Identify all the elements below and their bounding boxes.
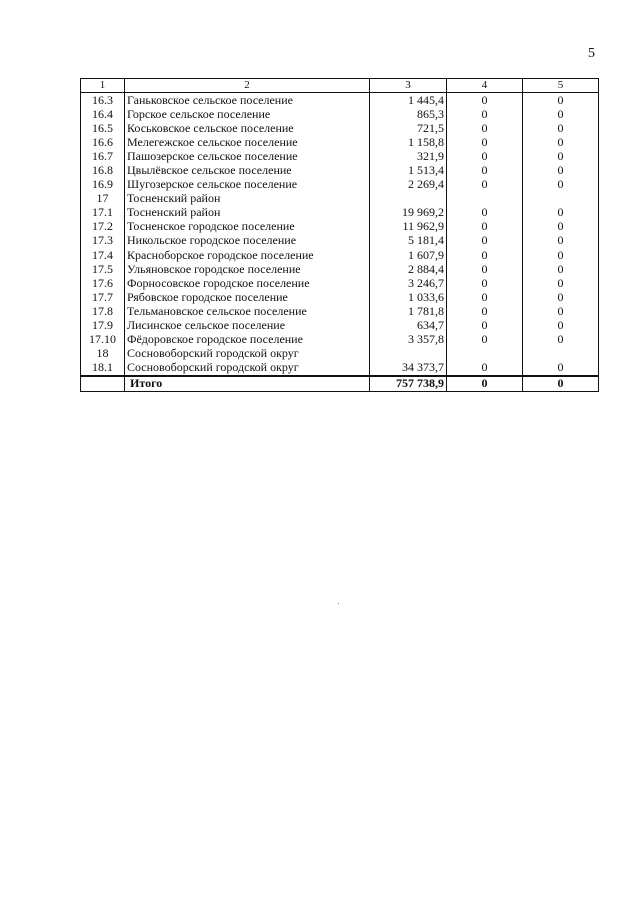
row-column5-cell: 0	[523, 178, 599, 192]
row-column4-cell: 0	[447, 248, 523, 262]
table-row	[81, 304, 599, 318]
row-number-cell: 17.4	[81, 248, 125, 262]
row-name-cell: Сосновоборский городской округ	[125, 347, 370, 361]
row-column4-cell	[447, 192, 523, 206]
table-row	[81, 220, 599, 234]
table-row	[81, 276, 599, 290]
table-row	[81, 178, 599, 192]
row-number-cell: 17.1	[81, 206, 125, 220]
row-column4-cell: 0	[447, 304, 523, 318]
row-number-cell: 17.2	[81, 220, 125, 234]
row-column5-cell: 0	[523, 333, 599, 347]
table-row	[81, 319, 599, 333]
row-column5-cell: 0	[523, 234, 599, 248]
row-number-cell: 17.7	[81, 290, 125, 304]
row-value-cell	[370, 192, 447, 206]
row-name-cell: Пашозерское сельское поселение	[125, 149, 370, 163]
table-row	[81, 135, 599, 149]
row-number-cell: 17	[81, 192, 125, 206]
row-column4-cell: 0	[447, 220, 523, 234]
row-name-cell: Тосненский район	[125, 206, 370, 220]
row-number-cell: 16.7	[81, 149, 125, 163]
total-number-cell	[81, 376, 125, 392]
row-number-cell: 16.6	[81, 135, 125, 149]
row-column5-cell: 0	[523, 149, 599, 163]
row-name-cell: Тосненское городское поселение	[125, 220, 370, 234]
row-column5-cell: 0	[523, 304, 599, 318]
row-name-cell: Тельмановское сельское поселение	[125, 304, 370, 318]
row-column5-cell: 0	[523, 290, 599, 304]
row-value-cell: 634,7	[370, 319, 447, 333]
table-row	[81, 149, 599, 163]
row-value-cell: 3 246,7	[370, 276, 447, 290]
row-value-cell: 19 969,2	[370, 206, 447, 220]
row-number-cell: 17.3	[81, 234, 125, 248]
scan-speck	[338, 603, 339, 604]
data-table	[80, 78, 599, 392]
row-name-cell: Тосненский район	[125, 192, 370, 206]
table-row	[81, 333, 599, 347]
row-value-cell: 1 781,8	[370, 304, 447, 318]
row-value-cell: 1 158,8	[370, 135, 447, 149]
row-column5-cell: 0	[523, 163, 599, 177]
row-number-cell: 17.5	[81, 262, 125, 276]
table-row	[81, 192, 599, 206]
row-name-cell: Ульяновское городское поселение	[125, 262, 370, 276]
row-column4-cell: 0	[447, 178, 523, 192]
row-column4-cell: 0	[447, 163, 523, 177]
column-header: 1	[81, 79, 125, 93]
row-column4-cell: 0	[447, 206, 523, 220]
row-column5-cell: 0	[523, 107, 599, 121]
row-number-cell: 16.4	[81, 107, 125, 121]
row-name-cell: Ганьковское сельское поселение	[125, 93, 370, 108]
row-column4-cell: 0	[447, 276, 523, 290]
row-column5-cell: 0	[523, 276, 599, 290]
row-number-cell: 16.5	[81, 121, 125, 135]
row-name-cell: Цвылёвское сельское поселение	[125, 163, 370, 177]
row-number-cell: 17.8	[81, 304, 125, 318]
row-column4-cell: 0	[447, 361, 523, 376]
row-name-cell: Лисинское сельское поселение	[125, 319, 370, 333]
row-column5-cell: 0	[523, 121, 599, 135]
row-column5-cell: 0	[523, 206, 599, 220]
table-row	[81, 248, 599, 262]
row-value-cell: 1 445,4	[370, 93, 447, 108]
row-number-cell: 17.6	[81, 276, 125, 290]
row-column4-cell: 0	[447, 93, 523, 108]
row-value-cell: 2 884,4	[370, 262, 447, 276]
table-row	[81, 163, 599, 177]
row-column5-cell: 0	[523, 93, 599, 108]
table-row	[81, 93, 599, 108]
row-value-cell: 721,5	[370, 121, 447, 135]
row-name-cell: Форносовское городское поселение	[125, 276, 370, 290]
row-value-cell: 865,3	[370, 107, 447, 121]
row-name-cell: Сосновоборский городской округ	[125, 361, 370, 376]
row-number-cell: 18.1	[81, 361, 125, 376]
row-name-cell: Горское сельское поселение	[125, 107, 370, 121]
row-value-cell: 1 033,6	[370, 290, 447, 304]
total-column4-cell: 0	[447, 376, 523, 392]
row-column4-cell: 0	[447, 121, 523, 135]
row-number-cell: 18	[81, 347, 125, 361]
row-name-cell: Рябовское городское поселение	[125, 290, 370, 304]
total-column5-cell: 0	[523, 376, 599, 392]
column-header: 4	[447, 79, 523, 93]
row-name-cell: Мелегежское сельское поселение	[125, 135, 370, 149]
table-row	[81, 234, 599, 248]
row-column5-cell: 0	[523, 135, 599, 149]
row-column5-cell	[523, 192, 599, 206]
row-column4-cell: 0	[447, 107, 523, 121]
row-value-cell: 321,9	[370, 149, 447, 163]
column-header: 3	[370, 79, 447, 93]
row-value-cell: 1 513,4	[370, 163, 447, 177]
table-body	[81, 93, 599, 376]
row-name-cell: Фёдоровское городское поселение	[125, 333, 370, 347]
row-column5-cell: 0	[523, 262, 599, 276]
row-number-cell: 16.9	[81, 178, 125, 192]
row-number-cell: 16.8	[81, 163, 125, 177]
table-header-row	[81, 79, 599, 93]
table-row	[81, 347, 599, 361]
row-column4-cell: 0	[447, 319, 523, 333]
table-row	[81, 121, 599, 135]
row-column5-cell: 0	[523, 319, 599, 333]
row-name-cell: Красноборское городское поселение	[125, 248, 370, 262]
row-column5-cell: 0	[523, 361, 599, 376]
row-value-cell: 11 962,9	[370, 220, 447, 234]
row-number-cell: 17.10	[81, 333, 125, 347]
row-column4-cell: 0	[447, 262, 523, 276]
row-column5-cell	[523, 347, 599, 361]
row-name-cell: Коськовское сельское поселение	[125, 121, 370, 135]
table-row	[81, 290, 599, 304]
row-value-cell	[370, 347, 447, 361]
row-value-cell: 1 607,9	[370, 248, 447, 262]
row-value-cell: 5 181,4	[370, 234, 447, 248]
row-column5-cell: 0	[523, 248, 599, 262]
table-row	[81, 361, 599, 376]
row-column5-cell: 0	[523, 220, 599, 234]
row-column4-cell: 0	[447, 149, 523, 163]
table-row	[81, 262, 599, 276]
table-row	[81, 107, 599, 121]
total-row	[81, 376, 599, 392]
row-value-cell: 3 357,8	[370, 333, 447, 347]
column-header: 5	[523, 79, 599, 93]
row-value-cell: 34 373,7	[370, 361, 447, 376]
row-number-cell: 16.3	[81, 93, 125, 108]
row-column4-cell: 0	[447, 290, 523, 304]
total-value-cell: 757 738,9	[370, 376, 447, 392]
row-value-cell: 2 269,4	[370, 178, 447, 192]
row-column4-cell: 0	[447, 135, 523, 149]
row-number-cell: 17.9	[81, 319, 125, 333]
row-column4-cell: 0	[447, 234, 523, 248]
row-column4-cell: 0	[447, 333, 523, 347]
table-row	[81, 206, 599, 220]
row-name-cell: Никольское городское поселение	[125, 234, 370, 248]
column-header: 2	[125, 79, 370, 93]
page-number: 5	[588, 46, 595, 61]
row-column4-cell	[447, 347, 523, 361]
total-label-cell: Итого	[125, 376, 370, 392]
row-name-cell: Шугозерское сельское поселение	[125, 178, 370, 192]
